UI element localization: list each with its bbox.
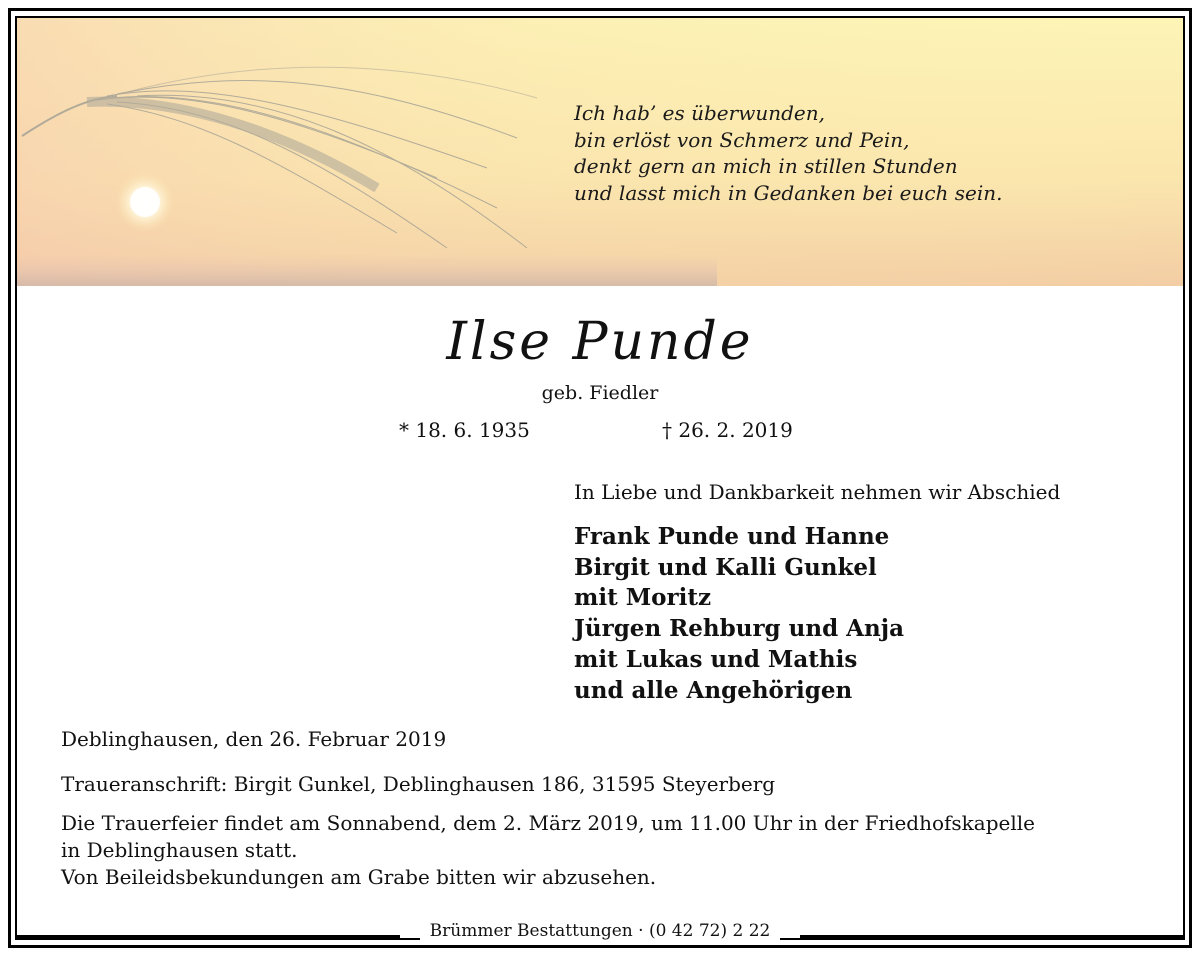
mourner-line: Birgit und Kalli Gunkel bbox=[574, 553, 877, 581]
mourners-list bbox=[574, 522, 904, 706]
poem bbox=[574, 100, 1134, 206]
death-date: † 26. 2. 2019 bbox=[662, 418, 793, 442]
poem-line: denkt gern an mich in stillen Stunden bbox=[574, 154, 958, 178]
funeral-home-contact: Brümmer Bestattungen · (0 42 72) 2 22 bbox=[420, 921, 781, 941]
place-date: Deblinghausen, den 26. Februar 2019 bbox=[61, 727, 447, 751]
mourner-line: mit Moritz bbox=[574, 584, 712, 612]
mourning-address: Traueranschrift: Birgit Gunkel, Deblinghausen 186, 31595 Steyerberg bbox=[61, 772, 776, 796]
info-line: Von Beileidsbekundungen am Grabe bitten wir abzusehen. bbox=[61, 865, 657, 889]
footer bbox=[0, 921, 1200, 941]
poem-line: und lasst mich in Gedanken bei euch sein. bbox=[574, 180, 1003, 205]
deceased-name: Ilse Punde bbox=[446, 312, 754, 372]
info-line: Die Trauerfeier findet am Sonnabend, dem 2. März 2019, um 11.00 Uhr in der Friedhofskapelle bbox=[61, 811, 1035, 835]
poem-line: Ich hab’ es überwunden, bbox=[574, 101, 825, 125]
poem-line: bin erlöst von Schmerz und Pein, bbox=[574, 127, 910, 152]
farewell-text: In Liebe und Dankbarkeit nehmen wir Abschied bbox=[574, 480, 1061, 504]
mourner-line: und alle Angehörigen bbox=[574, 676, 853, 704]
birth-date: * 18. 6. 1935 bbox=[399, 418, 530, 442]
mourner-line: Jürgen Rehburg und Anja bbox=[574, 615, 904, 643]
mourner-line: Frank Punde und Hanne bbox=[574, 523, 890, 550]
mourner-line: mit Lukas und Mathis bbox=[574, 645, 858, 673]
funeral-info bbox=[61, 810, 1035, 891]
birth-name: geb. Fiedler bbox=[541, 382, 659, 404]
info-line: in Deblinghausen statt. bbox=[61, 838, 298, 862]
